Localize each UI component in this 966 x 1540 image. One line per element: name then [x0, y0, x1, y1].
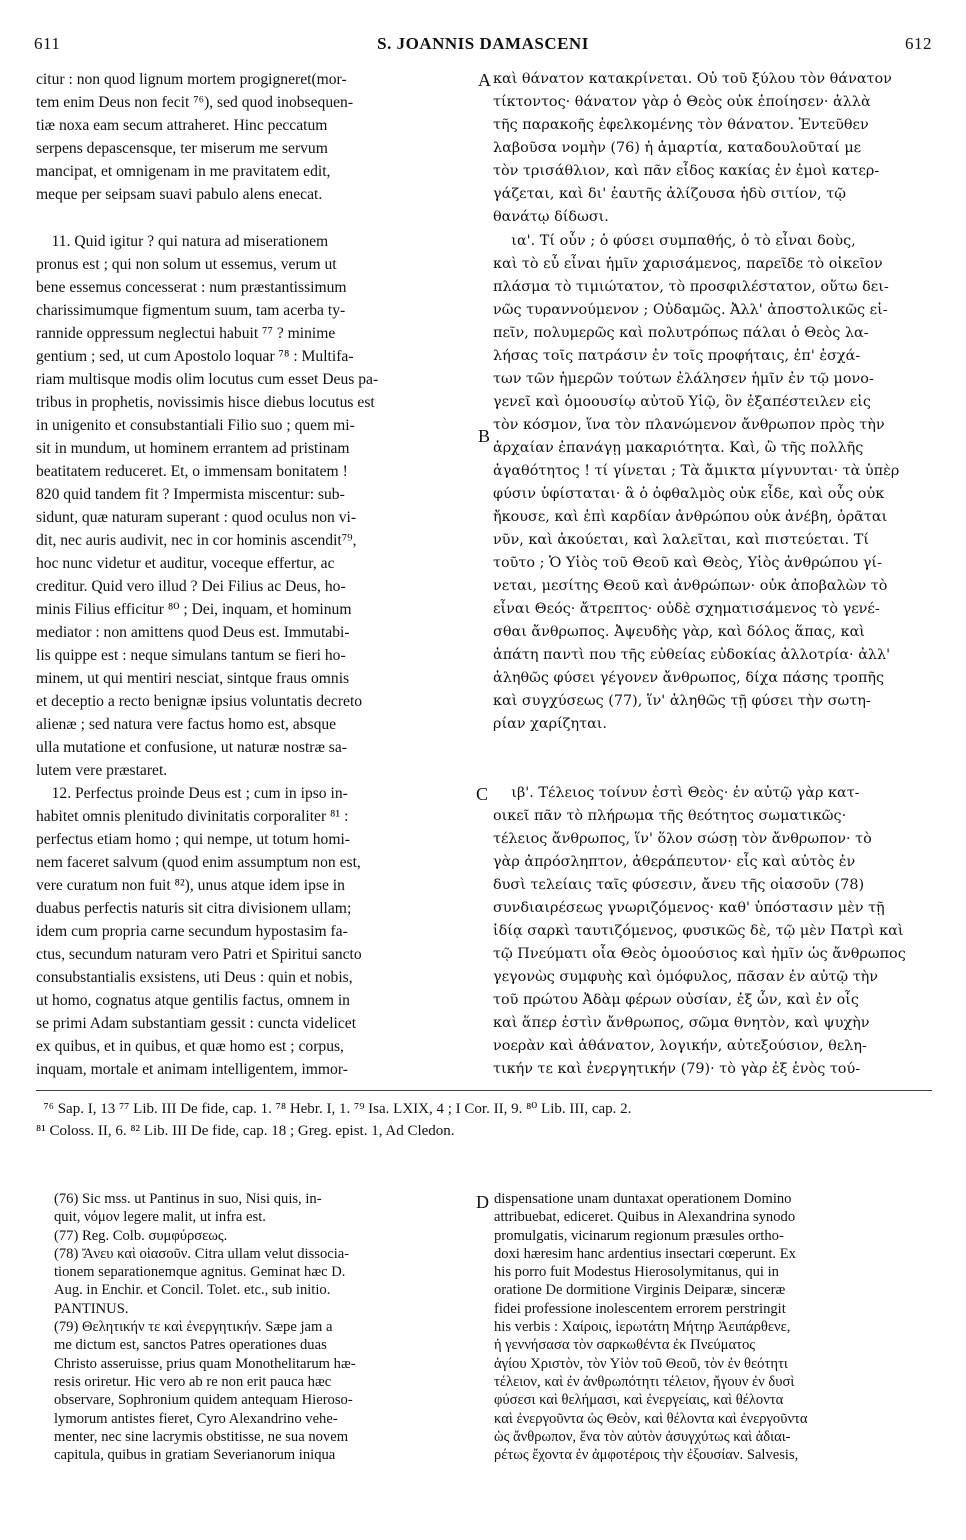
page-number-right: 612 [905, 34, 932, 53]
running-title: S. JOANNIS DAMASCENI [377, 34, 589, 53]
page-number-left: 611 [34, 34, 61, 53]
scripture-references: ⁷⁶ Sap. I, 13 ⁷⁷ Lib. III De fide, cap. 1. ⁷⁸ Hebr. I, 1. ⁷⁹ Isa. LXIX, 4 ; I Cor. II, 9. ⁸⁰ Lib. III, cap. 2. ⁸¹ Coloss. II, 6. ⁸² Lib. III De fide, cap. 18 ; Greg. epist. 1, Ad Cledon. [36, 1101, 632, 1139]
latin-paragraph-12: 12. Perfectus proinde Deus est ; cum in ipso in- habitet omnis plenitudo divinitatis corporaliter ⁸¹ : perfectus etiam homo ; qui nempe, ut totum homi- nem faceret salvum (quod enim assumptum non est, vere curatum non fuit ⁸²), unus atque idem ipse in duabus perfectis naturis sit citra divisionem ullam; idem cum propria carne secundum hypostasim fa- ctus, secundum naturam vero Patri et Spiritui sancto consubstantialis exsistens, uti Deus : quin et nobis, ut homo, cognatus atque gentilis factus, omnem in se primi Adam substantiam gessit : cuncta videlicet ex quibus, et in quibus, et quæ homo est ; corpus, inquam, mortale et animam intelligentem, immor- [36, 785, 362, 1078]
column-marker-c: C [476, 784, 489, 804]
editorial-notes-left: (76) Sic mss. ut Pantinus in suo, Nisi quis, in- quit, νόμον legere malit, ut infra est. (77) Reg. Colb. συμφύρσεως. (78) Ἄνευ καὶ οἱασοῦν. Citra ullam velut dissocia- tionem separationemque agnitus. Geminat hæc D. Aug. in Enchir. et Concil. Tolet. etc., sub initio. PANTINUS. (79) Θελητικήν τε καὶ ἐνεργητικήν. Sæpe jam a me dictum est, sanctos Patres operationes duas Christo asseruisse, prius quam Monothelitarum hæ- resis oriretur. Hic vero ab re non erit pauca hæc observare, Sophronium quidem antequam Hieroso- lymorum antistes fieret, Cyro Alexandrino vehe- menter, nec sine lacrymis obstitisse, ne sua novem capitula, quibus in gratiam Severianorum iniqua [54, 1191, 356, 1464]
separator-rule [36, 1090, 932, 1091]
greek-paragraph-11: ια'. Τί οὖν ; ὁ φύσει συμπαθής, ὁ τὸ εἶναι δοὺς, καὶ τὸ εὖ εἶναι ἡμῖν χαρισάμενος, παρεῖδε τὸ οἰκεῖον πλάσμα τὸ τιμιώτατον, τὸ προσφιλέστατον, οὕτω δει- νῶς τυραννούμενον ; Οὐδαμῶς. Ἀλλ' ἀποστολικῶς εἰ- πεῖν, πολυμερῶς καὶ πολυτρόπως πάλαι ὁ Θεὸς λα- λήσας τοῖς πατράσιν ἐν τοῖς προφήταις, ἐπ' ἐσχά- των τῶν ἡμερῶν τούτων ἐλάλησεν ἡμῖν ἐν τῷ μονο- γενεῖ καὶ ὁμοουσίῳ αὐτοῦ Υἱῷ, ὃν ἐξαπέστειλεν εἰς τὸν κόσμον, ἵνα τὸν πλανώμενον ἄνθρωπον πρὸς τὴν ἀρχαίαν ἐπανάγῃ μακαριότητα. Καὶ, ὢ τῆς πολλῆς ἀγαθότητος ! τί γίνεται ; Τὰ ἄμικτα μίγνυνται· τὰ ὑπὲρ φύσιν ὑφίσταται· ἃ ὁ ὀφθαλμὸς οὐκ εἶδε, καὶ οὖς οὐκ ἤκουσε, καὶ ἐπὶ καρδίαν ἀνθρώπου οὐκ ἀνέβη, ὁρᾶται νῦν, καὶ ἀκούεται, καὶ λαλεῖται, καὶ πιστεύεται. Τί τοῦτο ; Ὁ Υἱὸς τοῦ Θεοῦ καὶ Θεὸς, Υἱὸς ἀνθρώπου γί- νεται, μεσίτης Θεοῦ καὶ ἀνθρώπων· οὐκ ἀποβαλὼν τὸ εἶναι Θεός· ἄτρεπτος· οὐδὲ σχηματισάμενος τὸ γενέ- σθαι ἄνθρωπος. Ἀψευδὴς γὰρ, καὶ δόλος ἅπας, καὶ ἀπάτη παντὶ που τῆς εὐθείας εὐδοκίας ἀλλοτρία· ἀλλ' ἀληθῶς φύσει γέγονεν ἄνθρωπος, δίχα πάσης τροπῆς καὶ συγχύσεως (77), ἵν' ἀληθῶς τῇ φύσει τὴν σωτη- ρίαν χαρίζηται. [493, 233, 900, 732]
latin-paragraph-11: 11. Quid igitur ? qui natura ad miserationem pronus est ; qui non solum ut essemus, verum ut bene essemus concesserat : num præstantissimum charissimumque figmentum suum, tam acerba ty- rannide oppressum neglectui habuit ⁷⁷ ? minime gentium ; sed, ut cum Apostolo loquar ⁷⁸ : Multifa- riam multisque modis olim locutus cum esset Deus pa- tribus in prophetis, novissimis hisce diebus locutus est in unigenito et consubstantiali Filio suo ; quem mi- sit in mundum, ut hominem errantem ad pristinam beatitatem reduceret. Et, o immensam bonitatem ! 820 quid tandem fit ? Impermista miscentur: sub- sidunt, quæ naturam superant : quod oculus non vi- dit, nec auris audivit, nec in cor hominis ascendit⁷⁹, hoc nunc videtur et auditur, voceque effertur, ac creditur. Quid vero illud ? Dei Filius ac Deus, ho- minis Filius efficitur ⁸⁰ ; Dei, inquam, et hominum mediator : non amittens quod Deus est. Immutabi- lis quippe est : neque simulans tantum se fieri ho- minem, ut qui mentiri nesciat, sintque fraus omnis et deceptio a recto benignæ ipsius voluntatis decreto alienæ ; sed natura vere factus homo est, absque ulla mutatione et confusione, ut naturæ nostræ sa- lutem vere præstaret. [36, 233, 379, 779]
greek-paragraph-12: ιβ'. Τέλειος τοίνυν ἐστὶ Θεὸς· ἐν αὐτῷ γὰρ κατ- οικεῖ πᾶν τὸ πλήρωμα τῆς θεότητος σωματικῶς· τέλειος ἄνθρωπος, ἵν' ὅλον σώσῃ τὸν ἄνθρωπον· τὸ γὰρ ἀπρόσληπτον, ἀθεράπευτον· εἷς καὶ αὐτὸς ἐν δυσὶ τελείαις ταῖς φύσεσιν, ἄνευ τῆς οἱασοῦν (78) συνδιαιρέσεως γνωριζόμενος· καθ' ὑπόστασιν μὲν τῇ ἰδίᾳ σαρκὶ ταυτιζόμενος, φυσικῶς δὲ, τῷ μὲν Πατρὶ καὶ τῷ Πνεύματι οἷα Θεὸς ὁμοούσιος καὶ ἡμῖν ὡς ἄνθρωπος γεγονὼς συμφυὴς καὶ ὁμόφυλος, πᾶσαν ἐν αὐτῷ τὴν τοῦ πρώτου Ἀδὰμ φέρων οὐσίαν, ἐξ ὧν, καὶ ἐν οἷς καὶ ἅπερ ἐστὶν ἄνθρωπος, σῶμα θνητὸν, καὶ ψυχὴν νοερὰν καὶ ἀθάνατον, λογικήν, αὐτεξούσιον, θελη- τικήν τε καὶ ἐνεργητικήν (79)· τὸ γὰρ ἐξ ἑνὸς τού- [493, 785, 906, 1077]
page-header [34, 34, 932, 56]
editorial-notes-right: dispensatione unam duntaxat operationem Domino attribuebat, ediceret. Quibus in Alexandrina synodo promulgatis, vicinarum regionum præsules ortho- doxi hæresim hanc ardentius insectari cœperunt. Ex his porro fuit Modestus Hierosolymitanus, qui in oratione De dormitione Virginis Deiparæ, sinceræ fidei professione inolescentem errorem perstringit his verbis : Χαίροις, ἱερωτάτη Μήτηρ Ἀειπάρθενε, ἡ γεννήσασα τὸν σαρκωθέντα ἐκ Πνεύματος ἁγίου Χριστὸν, τὸν Υἱὸν τοῦ Θεοῦ, τὸν ἐν θεότητι τέλειον, καὶ ἐν ἀνθρωπότητι τέλειον, ἤγουν ἐν δυσὶ φύσεσι καὶ θελήμασι, καὶ ἐνεργείαις, καὶ θέλοντα καὶ ἐνεργοῦντα ὡς Θεὸν, καὶ θέλοντα καὶ ἐνεργοῦντα ὡς ἄνθρωπον, ἕνα τὸν αὐτὸν ἀσυγχύτως καὶ ἀδιαι- ρέτως ἔχοντα ἐν ἀμφοτέροις τὴν ἐξουσίαν. Salvesis, [494, 1191, 808, 1464]
greek-paragraph-1: καὶ θάνατον κατακρίνεται. Οὐ τοῦ ξύλου τὸν θάνατον τίκτοντος· θάνατον γὰρ ὁ Θεὸς οὐκ ἐποίησεν· ἀλλὰ τῆς παρακοῆς ἐφελκομένης τὸν θάνατον. Ἐντεῦθεν λαβοῦσα νομὴν (76) ἡ ἁμαρτία, καταδουλοῦταί με τὸν τρισάθλιον, καὶ πᾶν εἶδος κακίας ἐν ἐμοὶ κατερ- γάζεται, καὶ δι' ἑαυτῆς ἀλίζουσα ἡδὺ σιτίον, τῷ θανάτῳ δίδωσι. [493, 71, 892, 225]
column-marker-d: D [476, 1192, 489, 1212]
column-marker-b: B [478, 426, 491, 446]
column-marker-a: A [478, 70, 491, 90]
latin-paragraph-1: citur : non quod lignum mortem progigneret(mor- tem enim Deus non fecit ⁷⁶), sed quod inobsequen- tiæ noxa eam secum attraheret. Hinc peccatum serpens depascensque, ter miserum me servum mancipat, et omnigenam in me pravitatem edit, meque per seipsam suavi pabulo alens enecat. [36, 71, 354, 203]
